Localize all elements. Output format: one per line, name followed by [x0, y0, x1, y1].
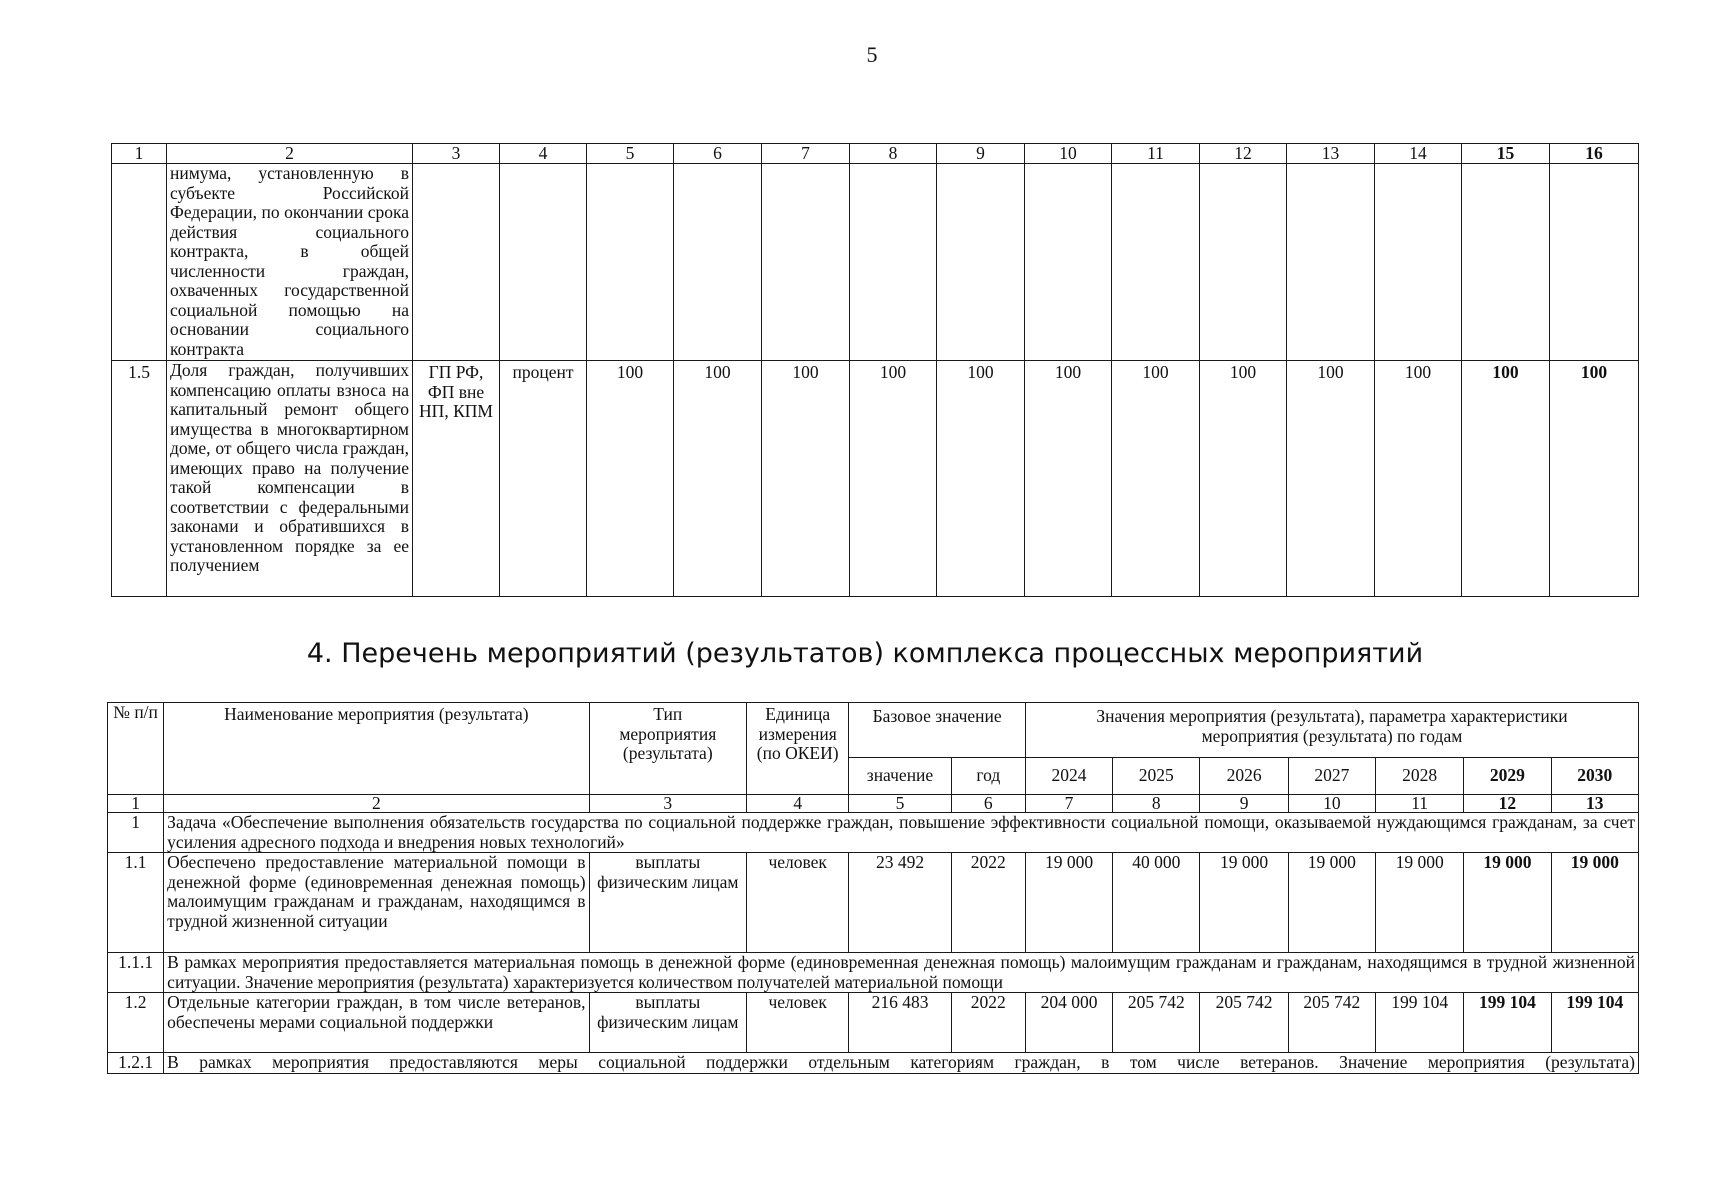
col-num: 9 — [1200, 795, 1288, 813]
continued-indicator-text: нимума, установленную в субъекте Российской Федерации, по окончании срока действия социального контракта, в общей численности граждан, охваченных государственной социальной помощью на основании социального контракта — [167, 164, 413, 361]
indicator-value: 100 — [587, 361, 674, 597]
row-number: 1.5 — [112, 361, 167, 597]
col-num: 6 — [674, 144, 762, 164]
activity-name: Обеспечено предоставление материальной помощи в денежной форме (единовременная денежная помощь) малоимущим гражданам и гражданам, находящимся в трудной жизненной ситуации — [164, 853, 589, 953]
continued-row — [112, 164, 1639, 361]
indicator-value: 100 — [1375, 361, 1462, 597]
col-num: 16 — [1550, 144, 1639, 164]
header-year: 2029 — [1464, 758, 1551, 795]
task-row — [108, 813, 1639, 853]
indicator-value: 100 — [1025, 361, 1112, 597]
description-row — [108, 1053, 1639, 1074]
indicator-value: 100 — [762, 361, 850, 597]
col-num: 1 — [108, 795, 164, 813]
year-value: 19 000 — [1025, 853, 1112, 953]
header-type: Тип мероприятия (результата) — [589, 703, 747, 795]
col-num: 10 — [1288, 795, 1375, 813]
header-base: Базовое значение — [849, 703, 1026, 758]
col-num: 4 — [500, 144, 587, 164]
row-number: 1.2 — [108, 993, 164, 1053]
year-value: 19 000 — [1288, 853, 1375, 953]
description-row — [108, 953, 1639, 993]
col-num: 13 — [1287, 144, 1375, 164]
col-num: 15 — [1462, 144, 1550, 164]
description-text: В рамках мероприятия предоставляются меры социальной поддержки отдельным категориям граждан, в том числе ветеранов. Значение мероприятия (результата) — [164, 1053, 1639, 1074]
col-num: 2 — [164, 795, 589, 813]
header-unit: Единица измерения (по ОКЕИ) — [747, 703, 849, 795]
year-value: 205 742 — [1113, 993, 1200, 1053]
row-number: 1.1.1 — [108, 953, 164, 993]
header-year: 2024 — [1025, 758, 1112, 795]
col-num: 8 — [1113, 795, 1200, 813]
indicator-value: 100 — [1112, 361, 1200, 597]
indicators-table — [111, 143, 1639, 597]
table-row — [108, 853, 1639, 953]
indicator-value: 100 — [850, 361, 937, 597]
indicator-value: 100 — [1550, 361, 1639, 597]
column-numbers-row — [108, 795, 1639, 813]
indicator-source: ГП РФ, ФП вне НП, КПМ — [413, 361, 500, 597]
col-num: 7 — [762, 144, 850, 164]
activity-unit: человек — [747, 993, 849, 1053]
section-heading: 4. Перечень мероприятий (результатов) комплекса процессных мероприятий — [306, 638, 1424, 669]
row-number: 1.2.1 — [108, 1053, 164, 1074]
header-year: 2026 — [1200, 758, 1288, 795]
col-num: 7 — [1025, 795, 1112, 813]
header-year: 2028 — [1375, 758, 1463, 795]
col-num: 13 — [1551, 795, 1638, 813]
header-base-year: год — [951, 758, 1025, 795]
indicator-value: 100 — [674, 361, 762, 597]
row-number: 1 — [108, 813, 164, 853]
col-num: 12 — [1200, 144, 1287, 164]
col-num: 3 — [413, 144, 500, 164]
col-num: 8 — [850, 144, 937, 164]
col-num: 12 — [1464, 795, 1551, 813]
year-value: 19 000 — [1375, 853, 1463, 953]
year-value: 205 742 — [1200, 993, 1288, 1053]
col-num: 3 — [589, 795, 747, 813]
col-num: 14 — [1375, 144, 1462, 164]
header-row — [108, 703, 1639, 758]
col-num: 5 — [587, 144, 674, 164]
year-value: 40 000 — [1113, 853, 1200, 953]
col-num: 5 — [849, 795, 951, 813]
column-numbers-row — [112, 144, 1639, 164]
col-num: 2 — [167, 144, 413, 164]
indicator-value: 100 — [937, 361, 1025, 597]
header-name: Наименование мероприятия (результата) — [164, 703, 589, 795]
row-number: 1.1 — [108, 853, 164, 953]
table-row — [108, 993, 1639, 1053]
col-num: 10 — [1025, 144, 1112, 164]
col-num: 11 — [1375, 795, 1463, 813]
col-num: 1 — [112, 144, 167, 164]
header-no: № п/п — [108, 703, 164, 795]
col-num: 9 — [937, 144, 1025, 164]
base-value: 23 492 — [849, 853, 951, 953]
year-value: 199 104 — [1375, 993, 1463, 1053]
task-text: Задача «Обеспечение выполнения обязательств государства по социальной поддержке граждан, повышение эффективности социальной помощи, оказываемой нуждающимся гражданам, за счет усиления адресного подхода и внедрения новых технологий» — [164, 813, 1639, 853]
header-values-by-year: Значения мероприятия (результата), параметра характеристики мероприятия (результата) по годам — [1025, 703, 1638, 758]
year-value: 19 000 — [1551, 853, 1638, 953]
year-value: 19 000 — [1464, 853, 1551, 953]
year-value: 205 742 — [1288, 993, 1375, 1053]
col-num: 11 — [1112, 144, 1200, 164]
description-text: В рамках мероприятия предоставляется материальная помощь в денежной форме (единовременная денежная помощь) малоимущим гражданам и гражданам, находящимся в трудной жизненной ситуации. Значение мероприятия (результата) характеризуется количеством получателей материальной помощи — [164, 953, 1639, 993]
year-value: 19 000 — [1200, 853, 1288, 953]
header-year: 2025 — [1113, 758, 1200, 795]
indicator-value: 100 — [1287, 361, 1375, 597]
header-year: 2027 — [1288, 758, 1375, 795]
indicator-value: 100 — [1200, 361, 1287, 597]
activity-unit: человек — [747, 853, 849, 953]
base-year: 2022 — [951, 993, 1025, 1053]
year-value: 204 000 — [1025, 993, 1112, 1053]
year-value: 199 104 — [1551, 993, 1638, 1053]
indicator-value: 100 — [1462, 361, 1550, 597]
activity-name: Отдельные категории граждан, в том числе ветеранов, обеспечены мерами социальной поддержки — [164, 993, 589, 1053]
header-base-value: значение — [849, 758, 951, 795]
table-row — [112, 361, 1639, 597]
year-value: 199 104 — [1464, 993, 1551, 1053]
activity-type: выплаты физическим лицам — [589, 993, 747, 1053]
indicator-name: Доля граждан, получивших компенсацию оплаты взноса на капитальный ремонт общего имущества в многоквартирном доме, от общего числа граждан, имеющих право на получение такой компенсации в соответствии с федеральными законами и обратившихся в установленном порядке за ее получением — [167, 361, 413, 597]
col-num: 4 — [747, 795, 849, 813]
indicator-unit: процент — [500, 361, 587, 597]
activities-table — [107, 702, 1639, 1074]
col-num: 6 — [951, 795, 1025, 813]
activity-type: выплаты физическим лицам — [589, 853, 747, 953]
base-year: 2022 — [951, 853, 1025, 953]
page-number: 5 — [866, 42, 878, 67]
base-value: 216 483 — [849, 993, 951, 1053]
header-year: 2030 — [1551, 758, 1638, 795]
